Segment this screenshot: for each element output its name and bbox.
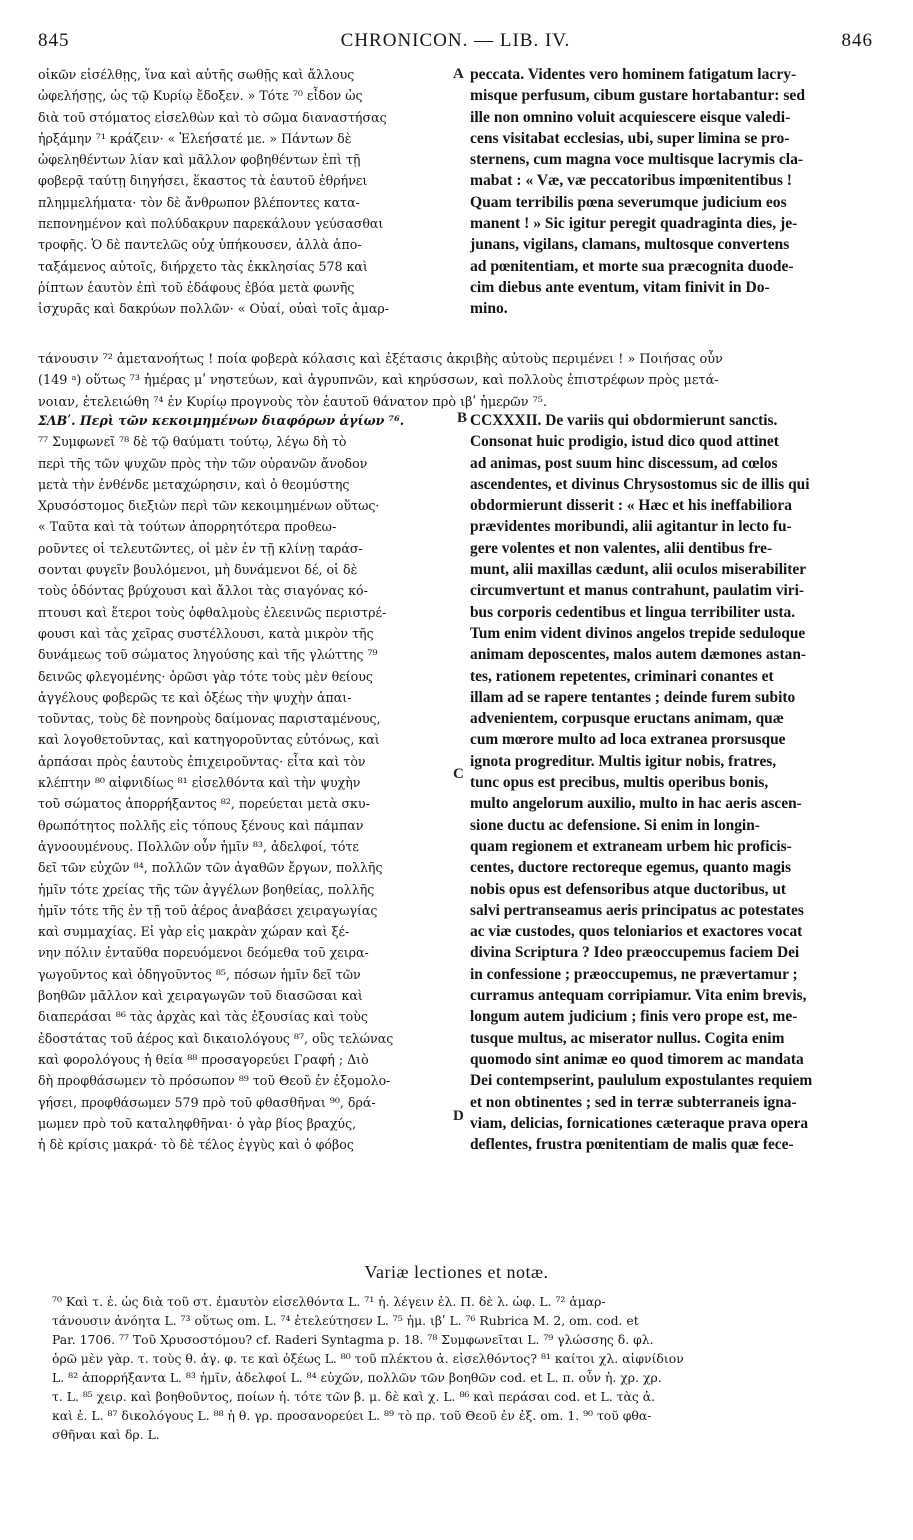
footnote-line: ⁷⁰ Καὶ τ. ἐ. ὡς διὰ τοῦ στ. ἐμαυτὸν εἰσελθόντα L. ⁷¹ ἠ. λέγειν ἐλ. Π. δὲ λ. ὠφ. L. ⁷² ἁμαρ- (52, 1294, 606, 1309)
page-number-right: 846 (841, 30, 873, 51)
greek-text-line: ἰσχυρᾶς καὶ δακρύων πολλῶν· « Οὐαί, οὐαὶ τοῖς ἁμαρ- (38, 301, 390, 317)
latin-text-line: cim diebus ante eventum, vitam finivit in Do- (470, 278, 770, 296)
greek-text-line: μετὰ τὴν ἐνθένδε μεταχώρησιν, καὶ ὁ θεομύστης (38, 476, 350, 492)
footnote-line: σθῆναι καὶ δρ. L. (52, 1427, 160, 1442)
greek-text-line: ἡμῖν τότε τῆς ἐν τῇ τοῦ ἀέρος ἀναβάσει χειραγωγίας (38, 902, 378, 918)
latin-text-line: illam ad se rapere tentantes ; deinde furem subito (470, 688, 796, 706)
latin-text-line: tunc opus est precibus, multis operibus bonis, (470, 774, 769, 792)
latin-text-line: ad pœnitentiam, et morte sua præcognita duode- (470, 257, 794, 275)
greek-text-line: ἀγνοουμένους. Πολλῶν οὖν ἡμῖν ⁸³, ἀδελφοί, τότε (38, 838, 359, 854)
latin-text-line: deflentes, frustra pœnitentiam de malis quæ fece- (470, 1136, 794, 1154)
latin-text-line: longum autem judicium ; finis vero prope est, me- (470, 1008, 798, 1026)
footnote-line: ὁρῶ μὲν γὰρ. τ. τοὺς θ. ἀγ. φ. τε καὶ ὀξέως L. ⁸⁰ τοῦ πλέκτου ἀ. εἰσελθόντος? ⁸¹ καίτοι χλ. αἰφνίδιον (52, 1351, 684, 1366)
section-heading-latin: CCXXXII. De variis qui obdormierunt sanctis. (470, 412, 778, 429)
greek-text-line: δὴ προφθάσωμεν τὸ πρόσωπον ⁸⁹ τοῦ Θεοῦ ἐν ἐξομολο- (38, 1073, 391, 1089)
notes-heading: Variæ lectiones et notæ. (364, 1262, 549, 1282)
margin-letter-b: B (457, 410, 468, 426)
greek-text-line: πλημμελήματα· τὸν δὲ ἄνθρωπον βλέποντες κατα- (38, 194, 360, 210)
greek-text-line: (149 ᵃ) οὕτως ⁷³ ἡμέρας μʹ νηστεύων, καὶ ἀγρυπνῶν, καὶ κηρύσσων, καὶ πολλοὺς ἐπιστρέφων πρὸς μετά- (38, 373, 719, 389)
latin-text-line: ignota progreditur. Multis igitur nobis, fratres, (470, 752, 777, 770)
greek-text-line: ἠρξάμην ⁷¹ κράζειν· « Ἐλεήσατέ με. » Πάντων δὲ (38, 130, 352, 146)
latin-text-line: Consonat huic prodigio, istud dico quod attinet (470, 433, 779, 451)
greek-text-line: τοὺς ὀδόντας βρύχουσι καὶ ἄλλοι τὰς σιαγόνας κό- (38, 583, 368, 599)
greek-text-line: μωμεν πρὸ τοῦ καταληφθῆναι· ὁ γὰρ βίος βραχύς, (38, 1115, 357, 1131)
greek-text-line: ἁρπάσαι πρὸς ἑαυτοὺς ἐπιχειροῦντας· εἶτα καὶ τὸν (38, 753, 366, 769)
latin-text-line: Quam terribilis pœna severumque judicium eos (470, 193, 787, 211)
greek-text-line: ἀγγέλους φοβερῶς τε καὶ ὀξέως τὴν ψυχὴν ἀπαι- (38, 689, 352, 705)
greek-text-line: φοβερᾷ ταύτῃ διηγήσει, ἕκαστος τὰ ἑαυτοῦ ἐθρήνει (38, 173, 368, 189)
page-number-left: 845 (38, 30, 70, 51)
greek-text-line: νοιαν, ἐτελειώθη ⁷⁴ ἐν Κυρίῳ προγνοὺς τὸν ἑαυτοῦ θάνατον πρὸ ιβʹ ἡμερῶν ⁷⁵. (38, 394, 547, 410)
greek-text-line: νην πόλιν ἐνταῦθα πορευόμενοι δεόμεθα τοῦ χειρα- (38, 945, 369, 961)
greek-text-line: πεπονημένον καὶ πολύδακρυν παρεκάλουν γεύσασθαι (38, 216, 384, 232)
latin-text-line: cum mœrore multo ad loca extranea prorsusque (470, 731, 786, 749)
latin-text-line: quomodo sint animæ eo quod timorem ac mandata (470, 1050, 804, 1068)
latin-text-line: junans, vigilans, clamans, multosque convertens (470, 236, 790, 254)
latin-text-line: tusque multus, ac miserator nullus. Cogita enim (470, 1029, 785, 1047)
footnote-line: τάνουσιν ἀνόητα L. ⁷³ οὕτως om. L. ⁷⁴ ἐτελεύτησεν L. ⁷⁵ ἡμ. ιβʹ L. ⁷⁶ Rubrica M. 2, om. cod. et (52, 1313, 639, 1328)
latin-text-line: ille non omnino voluit acquiescere eisque valedi- (470, 108, 791, 126)
greek-text-line: διαπεράσαι ⁸⁶ τὰς ἀρχὰς καὶ τὰς ἐξουσίας καὶ τοὺς (38, 1009, 368, 1025)
latin-text-line: mino. (470, 300, 508, 318)
greek-text-line: τοῦ σώματος ἀπορρήξαντος ⁸², πορεύεται μετὰ σκυ- (38, 796, 370, 812)
latin-text-line: sternens, cum magna voce multisque lacrymis cla- (470, 151, 804, 169)
latin-text-line: Tum enim vident divinos angelos trepide seduloque (470, 624, 806, 642)
greek-text-line: ὠφεληθέντων λίαν καὶ μᾶλλον φοβηθέντων ἐπὶ τῇ (38, 152, 361, 168)
latin-text-line: cens visitabat ecclesias, ubi, super limina se pro- (470, 129, 790, 147)
latin-text-line: gere volentes et non valentes, alii dentibus fre- (470, 539, 773, 557)
latin-text-line: munt, alii maxillas cædunt, alii oculos miserabiliter (470, 561, 807, 579)
latin-text-line: quam regionem et extraneam urbem hic proficis- (470, 837, 792, 855)
latin-text-line: centes, ductore rectoreque egemus, quanto magis (470, 859, 792, 877)
latin-text-line: multo angelorum auxilio, multo in hac aeris ascen- (470, 795, 802, 813)
latin-text-line: obdormierunt disserit : « Hæc et his ineffabiliora (470, 497, 792, 515)
margin-letter-a: A (453, 66, 464, 82)
footnote-line: καὶ ἐ. L. ⁸⁷ δικολόγους L. ⁸⁸ ἡ θ. γρ. προσανορεύει L. ⁸⁹ τὸ πρ. τοῦ Θεοῦ ἐν ἐξ. om. 1. ⁹⁰ τοῦ φθα- (52, 1408, 652, 1423)
greek-text-line: βοηθῶν μᾶλλον καὶ χειραγωγῶν τοῦ διασῶσαι καὶ (38, 988, 363, 1004)
latin-text-line: viam, delicias, fornicationes cæteraque prava opera (470, 1114, 809, 1132)
latin-text-line: salvi pertranseamus aeris principatus ac potestates (470, 901, 804, 919)
greek-text-line: γήσει, προφθάσωμεν 579 πρὸ τοῦ φθασθῆναι ⁹⁰, δρά- (38, 1094, 376, 1110)
greek-text-line: ἡ δὲ κρίσις μακρά· τὸ δὲ τέλος ἐγγὺς καὶ ὁ φόβος (38, 1137, 354, 1153)
latin-text-line: curramus antequam corripiamur. Vita enim brevis, (470, 987, 807, 1005)
latin-text-line: misque perfusum, cibum gustare hortabantur: sed (470, 87, 805, 105)
greek-text-line: « Ταῦτα καὶ τὰ τούτων ἀπορρητότερα προθεω- (38, 519, 337, 535)
latin-body-lines (470, 431, 880, 1155)
greek-text-line: τάνουσιν ⁷² ἀμετανοήτως ! ποία φοβερὰ κόλασις καὶ ἐξέτασις ἀκριβὴς αὐτοὺς περιμένει ! » Ποιήσας οὖν (38, 352, 723, 367)
footnote-line: Par. 1706. ⁷⁷ Τοῦ Χρυσοστόμου? cf. Raderi Syntagma p. 18. ⁷⁸ Συμφωνεῖται L. ⁷⁹ γλώσσης δ. φλ. (52, 1332, 654, 1347)
greek-text-line: Χρυσόστομος διεξιὼν περὶ τῶν κεκοιμημένων οὕτως· (38, 498, 380, 514)
latin-text-line: sione ductu ac defensione. Si enim in longin- (470, 816, 760, 834)
greek-text-line: ταξάμενος αὐτοῖς, διήρχετο τὰς ἐκκλησίας 578 καὶ (38, 258, 368, 274)
greek-text-line: φουσι καὶ τὰς χεῖρας συστέλλουσι, κατὰ μικρὸν τῆς (38, 625, 374, 641)
latin-column-body (470, 410, 880, 1155)
latin-text-line: animam deposcentes, malos autem dæmones astan- (470, 646, 807, 664)
greek-text-line: περὶ τῆς τῶν ψυχῶν πρὸς τὴν τῶν οὐρανῶν ἄνοδον (38, 455, 368, 471)
running-header (38, 30, 873, 56)
greek-text-line: σονται φυγεῖν βουλόμενοι, μὴ δυνάμενοι δέ, οἱ δὲ (38, 562, 358, 578)
latin-text-line: bus corporis cedentibus et lingua terribiliter usta. (470, 603, 796, 621)
latin-text-line: circumvertunt et manus contrahunt, paulatim viri- (470, 582, 805, 600)
latin-text-line: ad animas, post suum hinc discessum, ad cœlos (470, 454, 778, 472)
margin-letter-d: D (453, 1108, 464, 1124)
latin-text-line: prævidentes moribundi, alii agitantur in lecto fu- (470, 518, 792, 536)
greek-text-line: πτουσι καὶ ἕτεροι τοὺς ὀφθαλμοὺς ἐλεεινῶς περιστρέ- (38, 604, 387, 620)
latin-text-line: et non obtinentes ; sed in terræ subterraneis igna- (470, 1093, 797, 1111)
latin-text-line: manent ! » Sic igitur peregit quadraginta dies, je- (470, 215, 798, 233)
greek-column-top (38, 64, 458, 320)
latin-text-line: ascendentes, et divinus Chrysostomus sic de illis qui (470, 475, 810, 493)
greek-body-lines (38, 431, 458, 1155)
greek-text-line: δυνάμεως τοῦ σώματος ληγούσης καὶ τῆς γλώττης ⁷⁹ (38, 647, 378, 663)
greek-text-line: καὶ συμμαχίας. Εἰ γὰρ εἰς μακρὰν χώραν καὶ ξέ- (38, 924, 350, 940)
greek-text-line: καὶ φορολόγους ἡ θεία ⁸⁸ προσαγορεύει Γραφή ; Διὸ (38, 1051, 369, 1067)
latin-column-top (470, 64, 880, 320)
latin-text-line: peccata. Videntes vero hominem fatigatum lacry- (470, 66, 797, 83)
greek-text-line: δεῖ τῶν εὐχῶν ⁸⁴, πολλῶν τῶν ἀγαθῶν ἔργων, πολλῆς (38, 860, 383, 876)
greek-text-line: ὠφελήσῃς, ὡς τῷ Κυρίῳ ἔδοξεν. » Τότε ⁷⁰ εἶδον ὡς (38, 88, 363, 104)
latin-text-line: Dei contempserint, paululum expostulantes requiem (470, 1072, 813, 1090)
latin-text-line: ac viæ custodes, quos teloniarios et exactores vocat (470, 923, 803, 941)
greek-text-line: κλέπτην ⁸⁰ αἰφνιδίως ⁸¹ εἰσελθόντα καὶ τὴν ψυχὴν (38, 775, 361, 791)
greek-text-line: τροφῆς. Ὁ δὲ παντελῶς οὐχ ὑπήκουσεν, ἀλλὰ ἀπο- (38, 237, 362, 253)
latin-text-line: divina Scriptura ? Ideo præoccupemus faciem Dei (470, 944, 800, 962)
footnote-line: τ. L. ⁸⁵ χειρ. καὶ βοηθοῦντος, ποίων ἡ. τότε τῶν β. μ. δὲ καὶ χ. L. ⁸⁶ καὶ περάσαι cod. et L. τὰς ἀ. (52, 1389, 656, 1404)
greek-text-line: θρωπότητος πολλῆς εἰς τόπους ξένους καὶ πάμπαν (38, 817, 364, 833)
greek-full-width-text (38, 349, 878, 413)
greek-text-line: δεινῶς φλεγομένης· ὁρῶσι γὰρ τότε τοὺς μὲν θείους (38, 668, 373, 684)
greek-text-line: διὰ τοῦ στόματος εἰσελθὼν καὶ τὸ σῶμα διαναστήσας (38, 109, 387, 125)
greek-text-line: τοῦντας, τοὺς δὲ πονηροὺς δαίμονας παρισταμένους, (38, 711, 381, 727)
greek-text-line: ἡμῖν τότε χρείας τῆς τῶν ἀγγέλων βοηθείας, πολλῆς (38, 881, 375, 897)
greek-text-line: οἰκῶν εἰσέλθῃς, ἵνα καὶ αὐτῆς σωθῇς καὶ ἄλλους (38, 67, 355, 82)
greek-column-body (38, 410, 458, 1155)
greek-text-line: καὶ λογοθετοῦντας, καὶ κατηγοροῦντας εὐτόνως, καὶ (38, 732, 380, 748)
latin-text-line: nobis opus est defensoribus atque ductoribus, ut (470, 880, 787, 898)
section-heading-greek: ΣΛΒʹ. Περὶ τῶν κεκοιμημένων διαφόρων ἁγίων ⁷⁶. (38, 413, 405, 428)
margin-letter-c: C (453, 766, 464, 782)
footnote-line: L. ⁸² ἀπορρήξαντα L. ⁸³ ἡμῖν, ἀδελφοί L. ⁸⁴ εὐχῶν, πολλῶν τῶν βοηθῶν cod. et L. π. οὖν ἡ. χρ. χρ. (52, 1370, 662, 1385)
greek-text-line: ῥίπτων ἑαυτὸν ἐπὶ τοῦ ἐδάφους ἐβόα μετὰ φωνῆς (38, 279, 355, 295)
latin-text-line: advenientem, corpusque eructans animam, quæ (470, 710, 784, 728)
latin-text-line: mabat : « Væ, væ peccatoribus impœnitentibus ! (470, 172, 792, 190)
latin-text-line: in confessione ; præoccupemus, ne prævertamur ; (470, 965, 798, 983)
greek-text-line: ἐδοστάτας τοῦ ἀέρος καὶ δικαιολόγους ⁸⁷, οὓς τελώνας (38, 1030, 394, 1046)
greek-text-line: ⁷⁷ Συμφωνεῖ ⁷⁸ δὲ τῷ θαύματι τούτῳ, λέγω δὴ τὸ (38, 434, 347, 450)
latin-text-line: tes, rationem repetentes, criminari conantes et (470, 667, 774, 685)
running-title: CHRONICON. — LIB. IV. (340, 30, 571, 51)
greek-text-line: γωγοῦντος καὶ ὁδηγοῦντος ⁸⁵, πόσων ἡμῖν δεῖ τῶν (38, 966, 361, 982)
greek-text-line: ροῦντες οἱ τελευτῶντες, οἱ μὲν ἐν τῇ κλίνῃ ταράσ- (38, 540, 363, 556)
footnotes (52, 1292, 878, 1444)
